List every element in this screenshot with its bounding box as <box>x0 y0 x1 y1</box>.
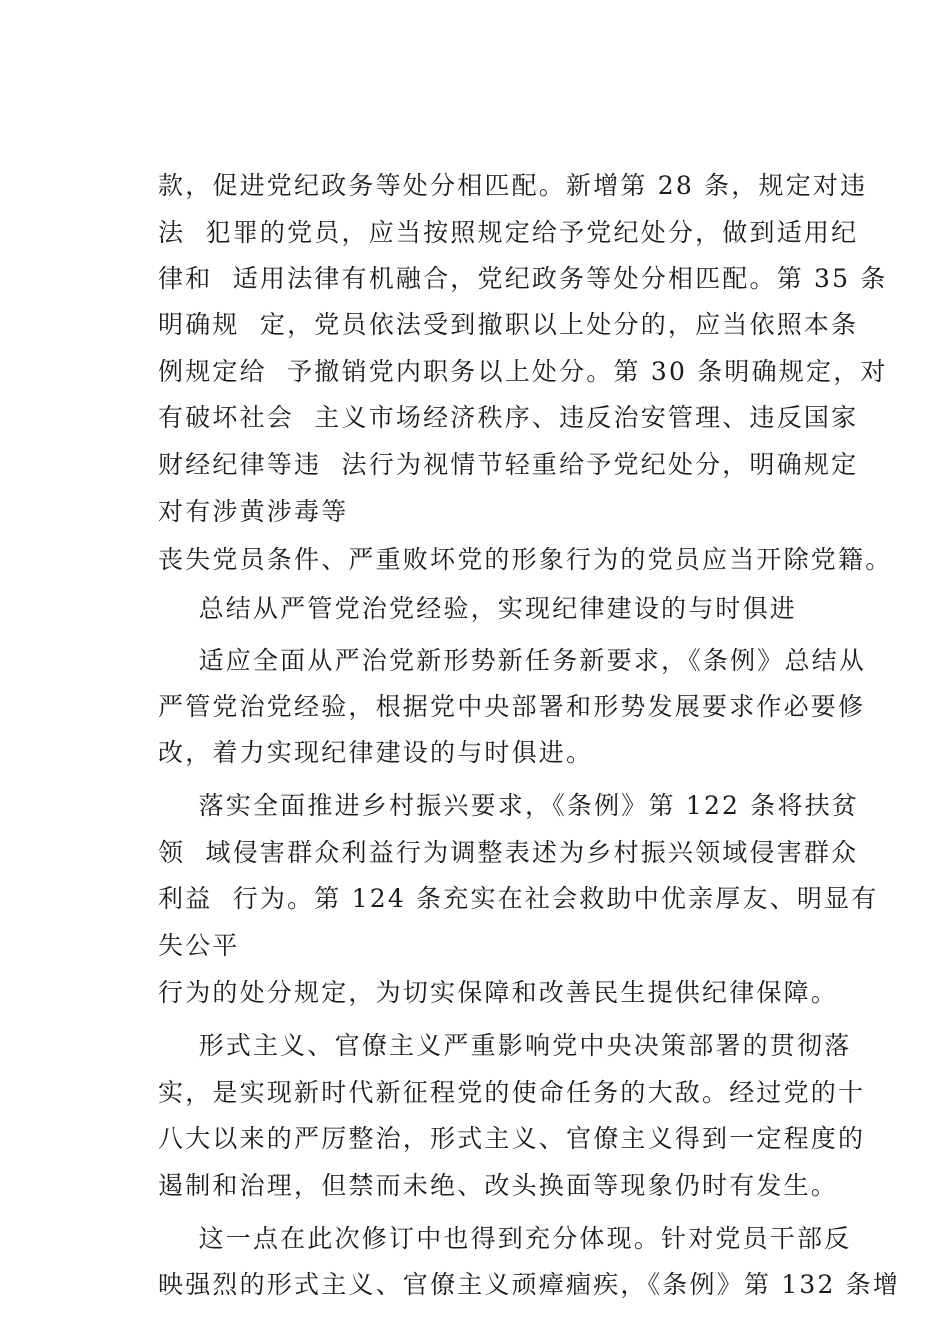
text-line: 实，是实现新时代新征程党的使命任务的大敌。经过党的十 <box>158 1078 866 1107</box>
text-line: 款，促进党纪政务等处分相匹配。新增第 28 条，规定对违 <box>158 171 868 200</box>
text-line: 利益 行为。第 124 条充实在社会救助中优亲厚友、明显有 <box>158 884 879 913</box>
text-line: 丧失党员条件、严重败坏党的形象行为的党员应当开除党籍。 <box>158 545 893 574</box>
text-line: 有破坏社会 主义市场经济秩序、违反治安管理、违反国家 <box>158 403 859 432</box>
text-line: 遏制和治理，但禁而未绝、改头换面等现象仍时有发生。 <box>158 1171 839 1200</box>
text-line: 明确规 定，党员依法受到撤职以上处分的，应当依照本条 <box>158 310 859 339</box>
text-line: 这一点在此次修订中也得到充分体现。针对党员干部反 <box>158 1224 852 1253</box>
text-line: 落实全面推进乡村振兴要求，《条例》第 122 条将扶贫 <box>158 791 860 820</box>
text-line: 财经纪律等违 法行为视情节轻重给予党纪处分，明确规定 <box>158 450 859 479</box>
text-line: 律和 适用法律有机融合，党纪政务等处分相匹配。第 35 条 <box>158 264 888 293</box>
text-line: 行为的处分规定，为切实保障和改善民生提供纪律保障。 <box>158 978 839 1007</box>
section-heading: 总结从严管党治党经验，实现纪律建设的与时俱进 <box>158 594 797 623</box>
text-line: 领 域侵害群众利益行为调整表述为乡村振兴领域侵害群众 <box>158 838 859 867</box>
text-line: 八大以来的严厉整治，形式主义、官僚主义得到一定程度的 <box>158 1124 866 1153</box>
text-line: 例规定给 予撤销党内职务以上处分。第 30 条明确规定，对 <box>158 357 888 386</box>
text-line: 映强烈的形式主义、官僚主义顽瘴痼疾，《条例》第 132 条增 <box>158 1270 901 1299</box>
text-line: 适应全面从严治党新形势新任务新要求，《条例》总结从 <box>158 646 867 675</box>
text-line: 失公平 <box>158 931 240 960</box>
text-line: 形式主义、官僚主义严重影响党中央决策部署的贯彻落 <box>158 1031 852 1060</box>
text-line: 严管党治党经验，根据党中央部署和形势发展要求作必要修 <box>158 692 866 721</box>
text-line: 改，着力实现纪律建设的与时俱进。 <box>158 738 594 767</box>
text-line: 法 犯罪的党员，应当按照规定给予党纪处分，做到适用纪 <box>158 218 859 247</box>
text-line: 对有涉黄涉毒等 <box>158 497 349 526</box>
